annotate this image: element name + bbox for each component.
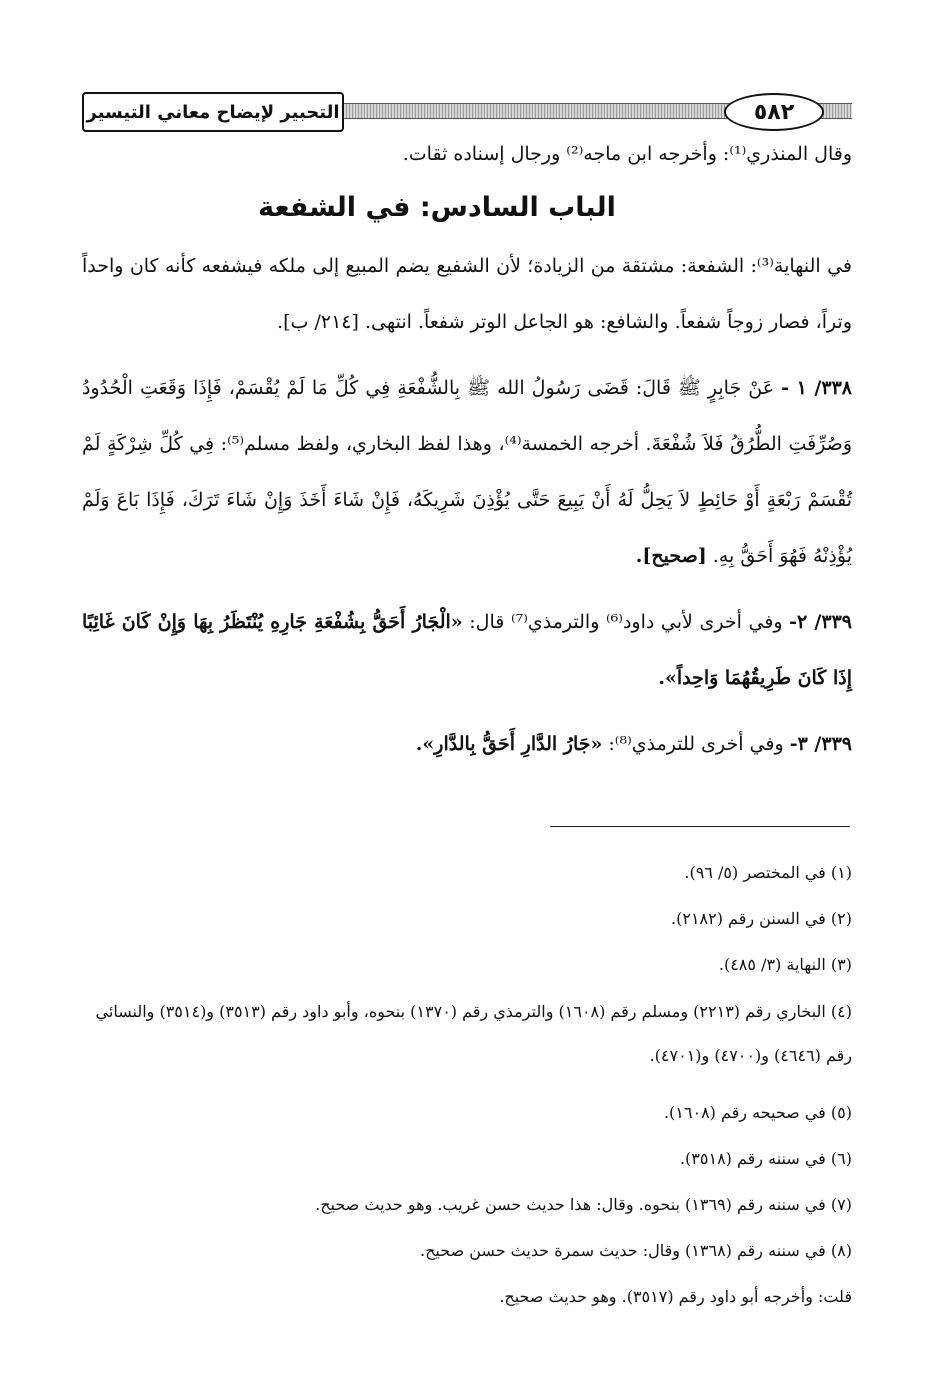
footnote: قلت: وأخرجه أبو داود رقم (٣٥١٧). وهو حديث صحيح. xyxy=(499,1287,852,1306)
footnote: (٦) في سننه رقم (٣٥١٨). xyxy=(679,1149,852,1168)
book-title: التحبير لإيضاح معاني التيسير xyxy=(82,92,344,132)
page-number: ٥٨٢ xyxy=(724,93,824,131)
chapter-heading: الباب السادس: في الشفعة xyxy=(258,192,616,223)
hadith-text: عَنْ جَابِرٍ ﷺ قَالَ: قَضَى رَسُولُ الله ﷺ بِالشُّفْعَةِ فِي كُلِّ مَا لَمْ يُقْسَمْ، فَإِذَا وَقَعَتِ الْحُدُودُ وَصُرِّفَتِ الطُّرُقُ فَلاَ شُفْعَةَ. أخرجه الخمسة⁽⁴⁾، وهذا لفظ البخاري، ولفظ مسلم⁽⁵⁾: فِي كُلِّ شِرْكَةٍ لَمْ تُقْسَمْ رَبْعَةٍ أَوْ حَائِطٍ لاَ يَحِلُّ لَهُ أَنْ يَبِيعَ حَتَّى يُؤْذِنَ شَرِيكَهُ، فَإِنْ شَاءَ أَخَذَ وَإِنْ شَاءَ تَرَكَ، فَإِذَا بَاعَ وَلَمْ يُؤْذِنْهُ فَهُوَ أَحَقُّ بِهِ. xyxy=(82,377,852,567)
hadith-text: «الْجَارُ أَحَقُّ بِشُفْعَةِ جَارِهِ يُنْتَظَرُ بِهَا وَإِنْ كَانَ غَائِبًا إِذَا كَانَ طَرِيقُهُمَا وَاحِداً». xyxy=(82,611,852,689)
footnote-separator xyxy=(550,826,850,827)
intro-paragraph: في النهاية⁽³⁾: الشفعة: مشتقة من الزيادة؛ لأن الشفيع يضم المبيع إلى ملكه فيشفعه كأنه كان واحداً وتراً، فصار زوجاً شفعاً. والشافع: هو الجاعل الوتر شفعاً. انتهى. [٢١٤/ ب]. xyxy=(82,255,852,333)
footnote: (٧) في سننه رقم (١٣٦٩) بنحوه. وقال: هذا حديث حسن غريب. وهو حديث صحيح. xyxy=(315,1195,852,1214)
footnote: (٣) النهاية (٣/ ٤٨٥). xyxy=(718,955,852,974)
footnote: (٢) في السنن رقم (٢١٨٢). xyxy=(671,909,852,928)
hadith-339a xyxy=(82,594,852,706)
hadith-text: «جَارُ الدَّارِ أَحَقُّ بِالدَّارِ». xyxy=(415,733,603,755)
main-text xyxy=(82,138,852,772)
hadith-intro: وفي أخرى للترمذي⁽⁸⁾: xyxy=(608,733,784,755)
hadith-339b xyxy=(82,716,852,772)
footnotes xyxy=(82,862,852,1332)
footnote: (١) في المختصر (٥/ ٩٦). xyxy=(684,863,852,882)
running-header xyxy=(82,92,852,130)
hadith-number: ٣٣٩/ ٢- xyxy=(789,611,852,633)
text-line: وقال المنذري⁽¹⁾: وأخرجه ابن ماجه⁽²⁾ ورجال إسناده ثقات. xyxy=(402,143,852,165)
hadith-intro: وفي أخرى لأبي داود⁽⁶⁾ والترمذي⁽⁷⁾ قال: xyxy=(469,611,783,633)
hadith-338 xyxy=(82,360,852,584)
hadith-number: ٣٣٩/ ٣- xyxy=(789,733,852,755)
footnote: (٤) البخاري رقم (٢٢١٣) ومسلم رقم (١٦٠٨) والترمذي رقم (١٣٧٠) بنحوه، وأبو داود رقم (٣٥١٣) و(٣٥١٤) والنسائي رقم (٤٦٤٦) و(٤٧٠٠) و(٤٧٠١). xyxy=(95,1002,852,1065)
hadith-grade: [صحيح]. xyxy=(635,545,707,567)
footnote: (٨) في سننه رقم (١٣٦٨) وقال: حديث سمرة حديث حسن صحيح. xyxy=(420,1241,852,1260)
hadith-number: ٣٣٨/ ١ - xyxy=(781,377,852,399)
footnote: (٥) في صحيحه رقم (١٦٠٨). xyxy=(663,1103,852,1122)
